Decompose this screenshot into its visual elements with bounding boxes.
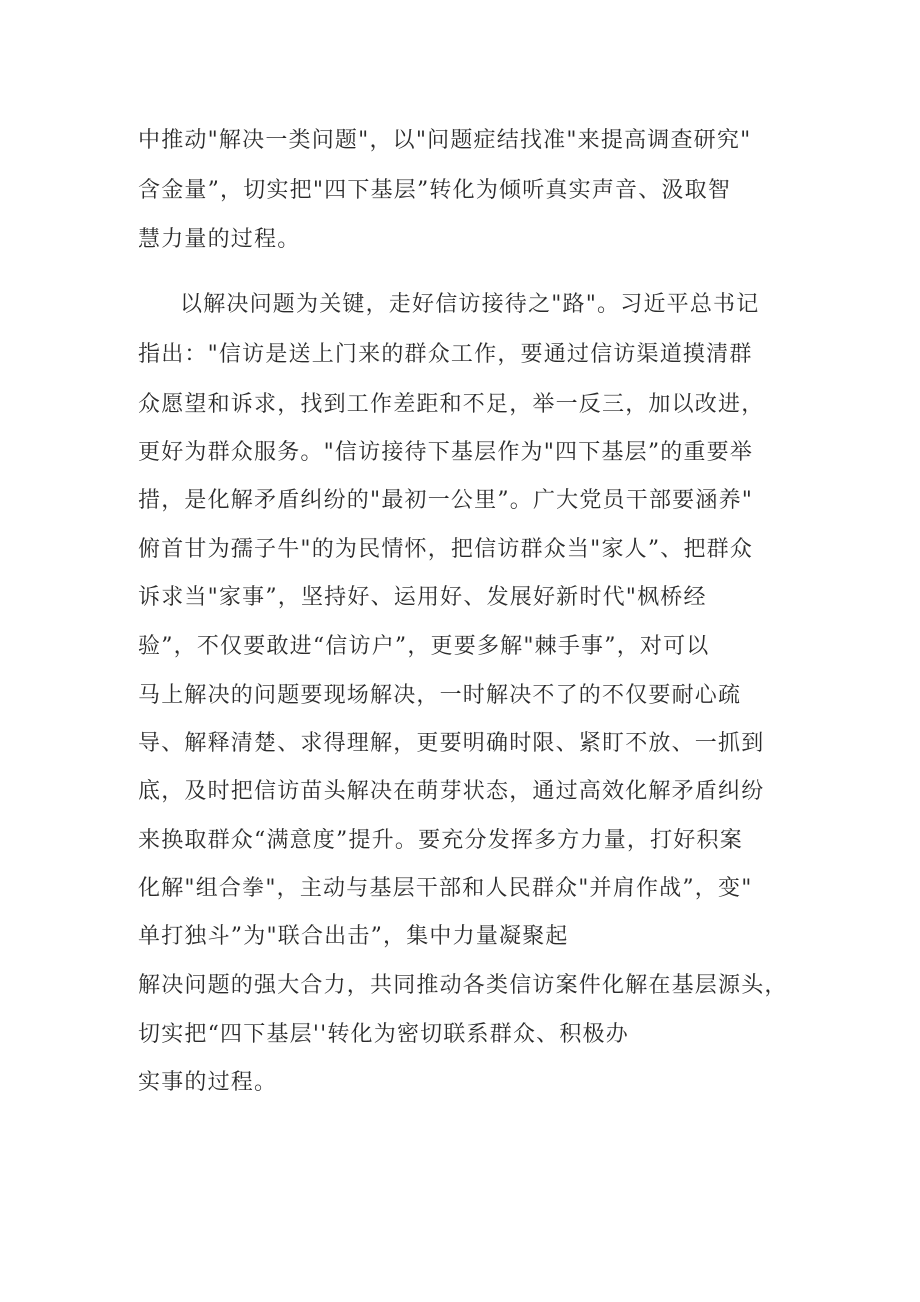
paragraph-2-line-14: 单打独斗”为"联合出击”，集中力量凝聚起: [138, 924, 569, 949]
paragraph-2-line-15: 解决问题的强大合力，共同推动各类信访案件化解在基层源头，: [138, 973, 788, 998]
paragraph-1-line-3: 慧力量的过程。: [138, 227, 301, 252]
paragraph-2-line-13: 化解"组合拳"，主动与基层干部和人民群众"并肩作战”，变": [138, 876, 753, 901]
paragraph-2-line-8: 验”，不仅要敢进“信访户”，更要多解"棘手事”，对可以: [138, 634, 710, 659]
paragraph-2-line-4: 更好为群众服务。"信访接待下基层作为"四下基层”的重要举: [138, 440, 754, 465]
paragraph-2-line-1: 以解决问题为关键，走好信访接待之"路"。习近平总书记: [180, 292, 760, 317]
paragraph-2-line-11: 底，及时把信访苗头解决在萌芽状态，通过高效化解矛盾纠纷: [138, 779, 765, 804]
paragraph-2-line-2: 指出："信访是送上门来的群众工作，要通过信访渠道摸清群: [138, 342, 753, 367]
paragraph-2-line-12: 来换取群众“满意度”提升。要充分发挥多方力量，打好积案: [138, 828, 743, 853]
paragraph-2-line-9: 马上解决的问题要现场解决，一时解决不了的不仅要耐心疏: [138, 683, 742, 708]
paragraph-2-line-6: 俯首甘为孺子牛"的为民情怀，把信访群众当"家人”、把群众: [138, 537, 754, 562]
paragraph-2-line-10: 导、解释清楚、求得理解，更要明确时限、紧盯不放、一抓到: [138, 731, 765, 756]
paragraph-2-line-3: 众愿望和诉求，找到工作差距和不足，举一反三，加以改进，: [138, 392, 765, 417]
paragraph-2-line-17: 实事的过程。: [138, 1070, 278, 1095]
paragraph-2-line-5: 措，是化解矛盾纠纷的"最初一公里”。广大党员干部要涵养": [138, 488, 754, 513]
paragraph-1-line-1: 中推动"解决一类问题"，以"问题症结找准"来提高调查研究": [138, 128, 752, 153]
paragraph-2-line-16: 切实把“四下基层''转化为密切联系群众、积极办: [138, 1022, 629, 1047]
paragraph-1-line-2: 含金量”，切实把"四下基层”转化为倾听真实声音、汲取智: [138, 178, 732, 203]
paragraph-2-line-7: 诉求当"家事”，坚持好、运用好、发展好新时代"枫桥经: [138, 585, 707, 610]
